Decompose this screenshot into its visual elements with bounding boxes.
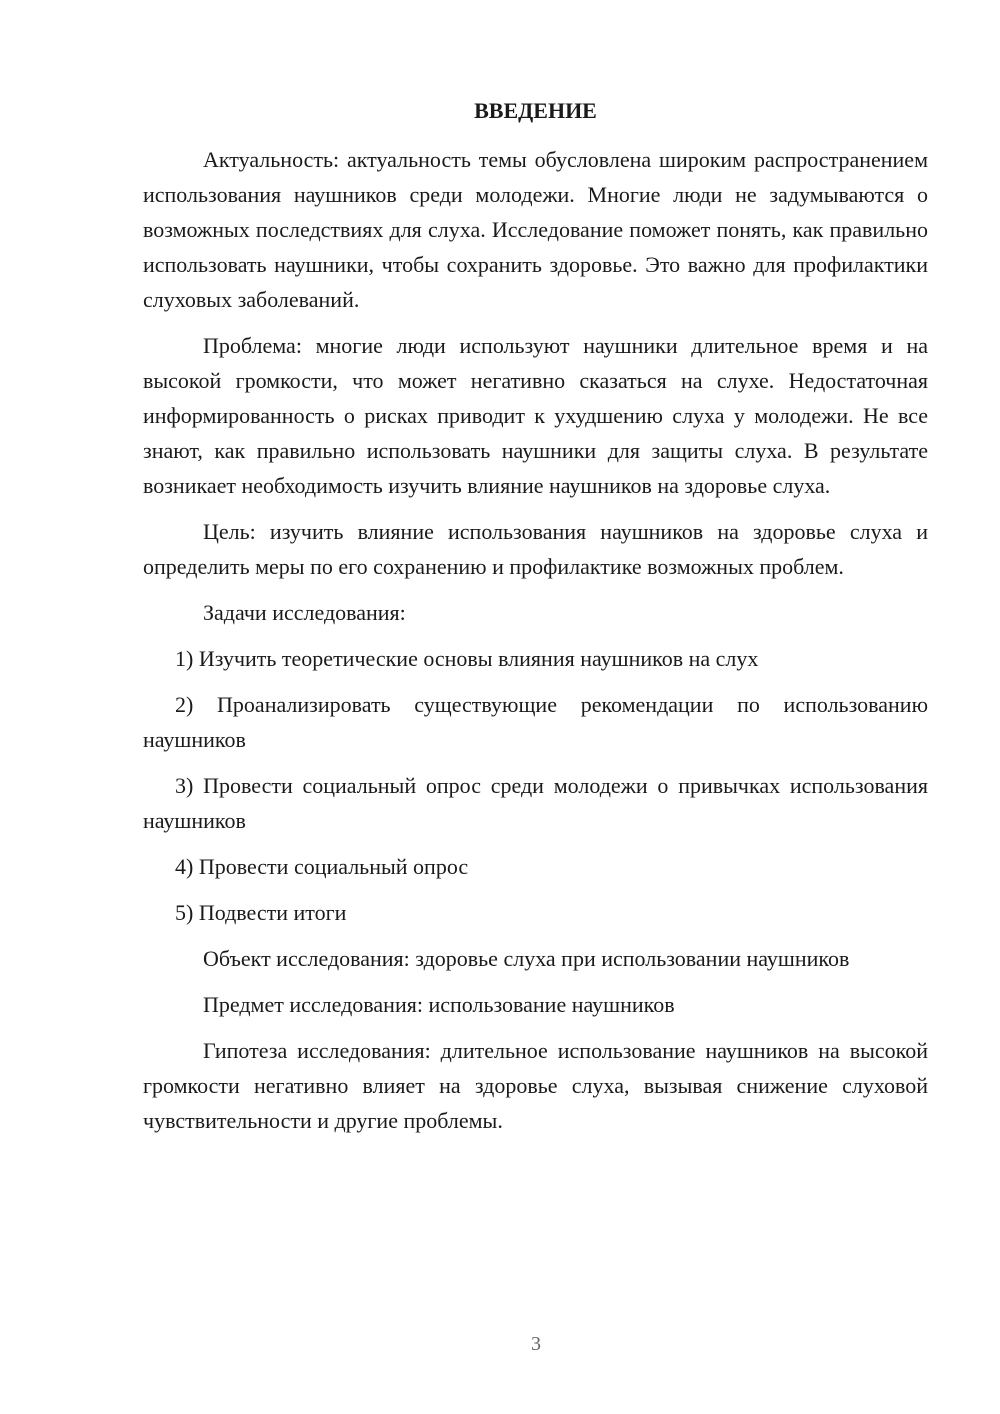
task-item: 4) Провести социальный опрос bbox=[175, 854, 469, 879]
task-item: 1) Изучить теоретические основы влияния наушников на слух bbox=[175, 646, 759, 671]
task-item: 3) Провести социальный опрос среди молодежи о привычках использования наушников bbox=[143, 773, 928, 833]
task-item: 2) Проанализировать существующие рекомендации по использованию наушников bbox=[143, 692, 928, 752]
relevance-paragraph: Актуальность: актуальность темы обусловлена широким распространением использования наушников среди молодежи. Многие люди не задумываются о возможных последствиях для слуха. Исследование поможет понять, как правильно использовать наушники, чтобы сохранить здоровье. Это важно для профилактики слуховых заболеваний. bbox=[143, 147, 928, 312]
task-item: 5) Подвести итоги bbox=[175, 900, 347, 925]
page-number: 3 bbox=[531, 1333, 541, 1355]
problem-paragraph: Проблема: многие люди используют наушники длительное время и на высокой громкости, что может негативно сказаться на слухе. Недостаточная информированность о рисках приводит к ухудшению слуха у молодежи. Не все знают, как правильно использовать наушники для защиты слуха. В результате возникает необходимость изучить влияние наушников на здоровье слуха. bbox=[143, 333, 928, 498]
goal-paragraph: Цель: изучить влияние использования наушников на здоровье слуха и определить меры по его сохранению и профилактике возможных проблем. bbox=[143, 519, 928, 579]
page-title: ВВЕДЕНИЕ bbox=[474, 98, 597, 123]
tasks-heading: Задачи исследования: bbox=[203, 600, 406, 625]
object-paragraph: Объект исследования: здоровье слуха при использовании наушников bbox=[203, 946, 850, 971]
subject-paragraph: Предмет исследования: использование наушников bbox=[203, 992, 675, 1017]
document-page bbox=[143, 93, 928, 1149]
hypothesis-paragraph: Гипотеза исследования: длительное использование наушников на высокой громкости негативно влияет на здоровье слуха, вызывая снижение слуховой чувствительности и другие проблемы. bbox=[143, 1038, 928, 1133]
